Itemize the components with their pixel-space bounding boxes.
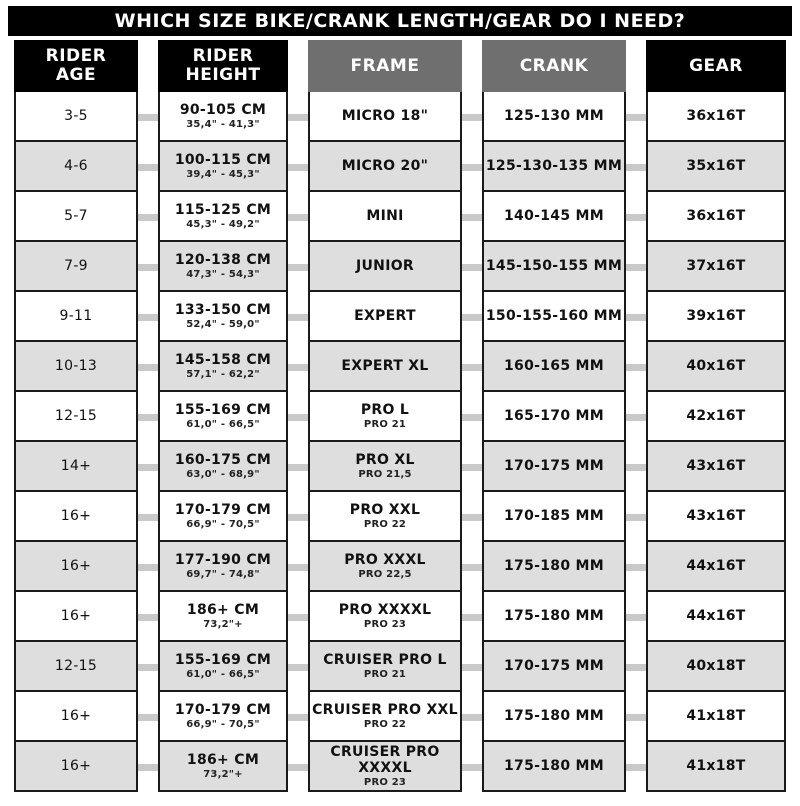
cell-value: 44x16T: [686, 558, 746, 574]
cell-value: 41x18T: [686, 708, 746, 724]
table-cell-height: [158, 242, 288, 292]
row-connector-tick: [626, 214, 646, 221]
cell-subvalue: 61,0" - 66,5": [186, 418, 260, 430]
row-connector-tick: [626, 614, 646, 621]
row-connector-tick: [138, 364, 158, 371]
cell-value: 7-9: [64, 258, 88, 274]
cell-subvalue: PRO 22: [363, 718, 407, 730]
row-connector-tick: [138, 164, 158, 171]
row-connector-tick: [462, 264, 482, 271]
table-cell-gear: [646, 692, 786, 742]
cell-subvalue: 57,1" - 62,2": [186, 368, 260, 380]
cell-value: 5-7: [64, 208, 88, 224]
cell-value: 3-5: [64, 108, 88, 124]
row-connector-tick: [138, 664, 158, 671]
table-cell-gear: [646, 492, 786, 542]
cell-value: 145-150-155 MM: [485, 258, 623, 274]
cell-value: 140-145 MM: [504, 208, 604, 224]
row-connector-tick: [138, 514, 158, 521]
cell-value: 10-13: [54, 358, 98, 374]
cell-subvalue: PRO 21: [363, 418, 407, 430]
column-age: [14, 40, 138, 792]
table-cell-age: [14, 242, 138, 292]
row-connector-tick: [462, 114, 482, 121]
cell-value: 39x16T: [686, 308, 746, 324]
table-cell-crank: [482, 392, 626, 442]
row-connector-tick: [288, 114, 308, 121]
table-cell-gear: [646, 92, 786, 142]
cell-value: PRO XXXL: [344, 551, 426, 568]
row-connector-tick: [138, 564, 158, 571]
cell-value: PRO L: [360, 401, 410, 418]
cell-value: 16+: [60, 558, 92, 574]
row-connector-tick: [138, 414, 158, 421]
cell-subvalue: 47,3" - 54,3": [186, 268, 260, 280]
row-connector-tick: [138, 714, 158, 721]
row-connector-tick: [288, 564, 308, 571]
column-header-line2-height: HEIGHT: [185, 65, 261, 85]
row-connector-tick: [626, 664, 646, 671]
row-connector-tick: [626, 264, 646, 271]
column-header-line1-frame: FRAME: [350, 55, 420, 76]
cell-value: 175-180 MM: [504, 708, 604, 724]
cell-value: 43x16T: [686, 458, 746, 474]
row-connector-tick: [626, 364, 646, 371]
row-connector-tick: [462, 614, 482, 621]
table-cell-gear: [646, 742, 786, 792]
table-cell-frame: [308, 292, 462, 342]
cell-subvalue: PRO 22,5: [358, 568, 412, 580]
table-cell-age: [14, 292, 138, 342]
row-connector-tick: [288, 264, 308, 271]
table-cell-age: [14, 442, 138, 492]
table-cell-gear: [646, 342, 786, 392]
table-cell-gear: [646, 242, 786, 292]
table-cell-height: [158, 92, 288, 142]
table-cell-crank: [482, 242, 626, 292]
column-header-crank: [482, 40, 626, 92]
cell-subvalue: 39,4" - 45,3": [186, 168, 260, 180]
cell-value: 170-179 CM: [174, 501, 272, 518]
cell-subvalue: 63,0" - 68,9": [186, 468, 260, 480]
column-header-age: [14, 40, 138, 92]
cell-value: 43x16T: [686, 508, 746, 524]
table-cell-frame: [308, 192, 462, 242]
table-cell-height: [158, 742, 288, 792]
table-cell-crank: [482, 692, 626, 742]
cell-value: 175-180 MM: [504, 608, 604, 624]
table-cell-gear: [646, 392, 786, 442]
column-header-line2-age: AGE: [55, 65, 97, 85]
cell-value: 177-190 CM: [174, 551, 272, 568]
cell-subvalue: PRO 21: [363, 668, 407, 680]
row-connector-tick: [288, 314, 308, 321]
cell-value: 4-6: [64, 158, 88, 174]
size-chart-sheet: [0, 6, 800, 806]
row-connector-tick: [462, 514, 482, 521]
table-cell-frame: [308, 92, 462, 142]
row-connector-tick: [626, 514, 646, 521]
table-cell-frame: [308, 642, 462, 692]
row-connector-tick: [288, 514, 308, 521]
cell-value: 115-125 CM: [174, 201, 272, 218]
table-cell-frame: [308, 692, 462, 742]
row-connector-tick: [626, 564, 646, 571]
table-cell-age: [14, 92, 138, 142]
table-cell-height: [158, 692, 288, 742]
table-cell-frame: [308, 742, 462, 792]
row-connector-tick: [138, 764, 158, 771]
cell-value: 40x18T: [686, 658, 746, 674]
cell-value: 160-165 MM: [504, 358, 604, 374]
cell-value: CRUISER PRO L: [323, 651, 447, 668]
table-cell-height: [158, 442, 288, 492]
size-chart-grid: [8, 40, 792, 792]
cell-value: 133-150 CM: [174, 301, 272, 318]
table-cell-height: [158, 342, 288, 392]
cell-subvalue: 69,7" - 74,8": [186, 568, 260, 580]
row-connector-tick: [288, 164, 308, 171]
table-cell-height: [158, 392, 288, 442]
cell-subvalue: PRO 23: [363, 776, 407, 788]
table-cell-gear: [646, 142, 786, 192]
table-cell-height: [158, 642, 288, 692]
cell-subvalue: 73,2"+: [203, 618, 243, 630]
row-connector-tick: [288, 764, 308, 771]
cell-value: EXPERT XL: [341, 358, 429, 374]
table-cell-gear: [646, 542, 786, 592]
column-header-height: [158, 40, 288, 92]
row-connector-tick: [462, 314, 482, 321]
cell-subvalue: 52,4" - 59,0": [186, 318, 260, 330]
table-cell-height: [158, 142, 288, 192]
cell-subvalue: 35,4" - 41,3": [186, 118, 260, 130]
row-connector-tick: [462, 164, 482, 171]
table-cell-crank: [482, 92, 626, 142]
row-connector-tick: [626, 464, 646, 471]
cell-value: 170-175 MM: [504, 658, 604, 674]
cell-value: 37x16T: [686, 258, 746, 274]
cell-value: 16+: [60, 758, 92, 774]
cell-value: 35x16T: [686, 158, 746, 174]
table-cell-frame: [308, 242, 462, 292]
table-cell-crank: [482, 592, 626, 642]
cell-value: CRUISER PRO XXL: [312, 701, 458, 718]
cell-value: 16+: [60, 608, 92, 624]
column-header-line1-height: RIDER: [192, 46, 254, 66]
cell-value: MICRO 20": [341, 158, 429, 174]
cell-value: 155-169 CM: [174, 651, 272, 668]
table-cell-crank: [482, 742, 626, 792]
table-cell-height: [158, 492, 288, 542]
cell-value: 12-15: [54, 408, 98, 424]
table-cell-frame: [308, 392, 462, 442]
table-cell-crank: [482, 192, 626, 242]
table-cell-frame: [308, 342, 462, 392]
cell-value: 14+: [60, 458, 92, 474]
column-header-gear: [646, 40, 786, 92]
cell-value: 170-175 MM: [504, 458, 604, 474]
cell-subvalue: PRO 21,5: [358, 468, 412, 480]
row-connector-tick: [138, 114, 158, 121]
row-connector-tick: [462, 364, 482, 371]
table-cell-gear: [646, 442, 786, 492]
table-cell-gear: [646, 592, 786, 642]
table-cell-age: [14, 542, 138, 592]
cell-value: 175-180 MM: [504, 558, 604, 574]
page-title: WHICH SIZE BIKE/CRANK LENGTH/GEAR DO I NEED?: [114, 10, 686, 32]
table-cell-age: [14, 392, 138, 442]
table-cell-gear: [646, 292, 786, 342]
table-cell-crank: [482, 292, 626, 342]
cell-value: 186+ CM: [186, 751, 260, 768]
cell-value: 42x16T: [686, 408, 746, 424]
row-connector-tick: [462, 764, 482, 771]
table-cell-age: [14, 592, 138, 642]
cell-subvalue: 73,2"+: [203, 768, 243, 780]
row-connector-tick: [288, 414, 308, 421]
row-connector-tick: [462, 564, 482, 571]
row-connector-tick: [626, 414, 646, 421]
cell-value: 170-185 MM: [504, 508, 604, 524]
cell-value: 44x16T: [686, 608, 746, 624]
cell-value: EXPERT: [354, 308, 416, 324]
table-cell-gear: [646, 642, 786, 692]
cell-value: 40x16T: [686, 358, 746, 374]
table-cell-crank: [482, 142, 626, 192]
table-cell-crank: [482, 642, 626, 692]
cell-subvalue: 66,9" - 70,5": [186, 718, 260, 730]
cell-value: 150-155-160 MM: [485, 308, 623, 324]
table-cell-age: [14, 692, 138, 742]
table-cell-gear: [646, 192, 786, 242]
cell-subvalue: 66,9" - 70,5": [186, 518, 260, 530]
table-cell-height: [158, 292, 288, 342]
row-connector-tick: [626, 714, 646, 721]
column-height: [158, 40, 288, 792]
cell-value: 175-180 MM: [504, 758, 604, 774]
table-cell-age: [14, 742, 138, 792]
column-header-frame: [308, 40, 462, 92]
cell-value: 16+: [60, 508, 92, 524]
row-connector-tick: [288, 464, 308, 471]
cell-subvalue: PRO 22: [363, 518, 407, 530]
cell-subvalue: 61,0" - 66,5": [186, 668, 260, 680]
column-gear: [646, 40, 786, 792]
cell-value: 165-170 MM: [504, 408, 604, 424]
row-connector-tick: [288, 664, 308, 671]
row-connector-tick: [138, 214, 158, 221]
table-cell-crank: [482, 492, 626, 542]
cell-value: 16+: [60, 708, 92, 724]
row-connector-tick: [626, 764, 646, 771]
table-cell-frame: [308, 442, 462, 492]
cell-value: 36x16T: [686, 108, 746, 124]
row-connector-tick: [288, 364, 308, 371]
cell-value: 9-11: [59, 308, 93, 324]
cell-value: 125-130-135 MM: [485, 158, 623, 174]
cell-value: PRO XXXXL: [338, 601, 432, 618]
row-connector-tick: [138, 614, 158, 621]
table-cell-crank: [482, 342, 626, 392]
cell-value: JUNIOR: [356, 258, 414, 274]
table-cell-crank: [482, 442, 626, 492]
cell-value: PRO XL: [355, 451, 415, 468]
row-connector-tick: [462, 464, 482, 471]
column-header-line1-age: RIDER: [45, 46, 107, 66]
cell-value: 100-115 CM: [174, 151, 272, 168]
cell-value: 36x16T: [686, 208, 746, 224]
table-cell-height: [158, 542, 288, 592]
cell-value: 155-169 CM: [174, 401, 272, 418]
cell-value: 12-15: [54, 658, 98, 674]
row-connector-tick: [138, 314, 158, 321]
cell-value: 125-130 MM: [504, 108, 604, 124]
row-connector-tick: [626, 164, 646, 171]
row-connector-tick: [462, 414, 482, 421]
cell-value: CRUISER PRO XXXXL: [330, 743, 440, 776]
cell-value: 145-158 CM: [174, 351, 272, 368]
row-connector-tick: [462, 214, 482, 221]
row-connector-tick: [626, 114, 646, 121]
table-cell-height: [158, 192, 288, 242]
table-cell-age: [14, 192, 138, 242]
cell-subvalue: PRO 23: [363, 618, 407, 630]
row-connector-tick: [462, 664, 482, 671]
cell-value: 120-138 CM: [174, 251, 272, 268]
table-cell-age: [14, 142, 138, 192]
row-connector-tick: [138, 464, 158, 471]
table-cell-frame: [308, 142, 462, 192]
row-connector-tick: [138, 264, 158, 271]
table-cell-age: [14, 492, 138, 542]
row-connector-tick: [462, 714, 482, 721]
column-header-line1-gear: GEAR: [689, 55, 743, 76]
column-frame: [308, 40, 462, 792]
cell-subvalue: 45,3" - 49,2": [186, 218, 260, 230]
cell-value: PRO XXL: [349, 501, 421, 518]
row-connector-tick: [288, 714, 308, 721]
cell-value: MINI: [366, 208, 404, 224]
cell-value: MICRO 18": [341, 108, 429, 124]
table-cell-frame: [308, 592, 462, 642]
chart-title-bar: [8, 6, 792, 36]
cell-value: 186+ CM: [186, 601, 260, 618]
cell-value: 41x18T: [686, 758, 746, 774]
table-cell-crank: [482, 542, 626, 592]
table-cell-height: [158, 592, 288, 642]
row-connector-tick: [626, 314, 646, 321]
row-connector-tick: [288, 214, 308, 221]
table-cell-frame: [308, 492, 462, 542]
row-connector-tick: [288, 614, 308, 621]
table-cell-age: [14, 342, 138, 392]
cell-value: 160-175 CM: [174, 451, 272, 468]
column-crank: [482, 40, 626, 792]
column-header-line1-crank: CRANK: [519, 55, 589, 76]
cell-value: 90-105 CM: [179, 101, 267, 118]
cell-value: 170-179 CM: [174, 701, 272, 718]
table-cell-frame: [308, 542, 462, 592]
table-cell-age: [14, 642, 138, 692]
